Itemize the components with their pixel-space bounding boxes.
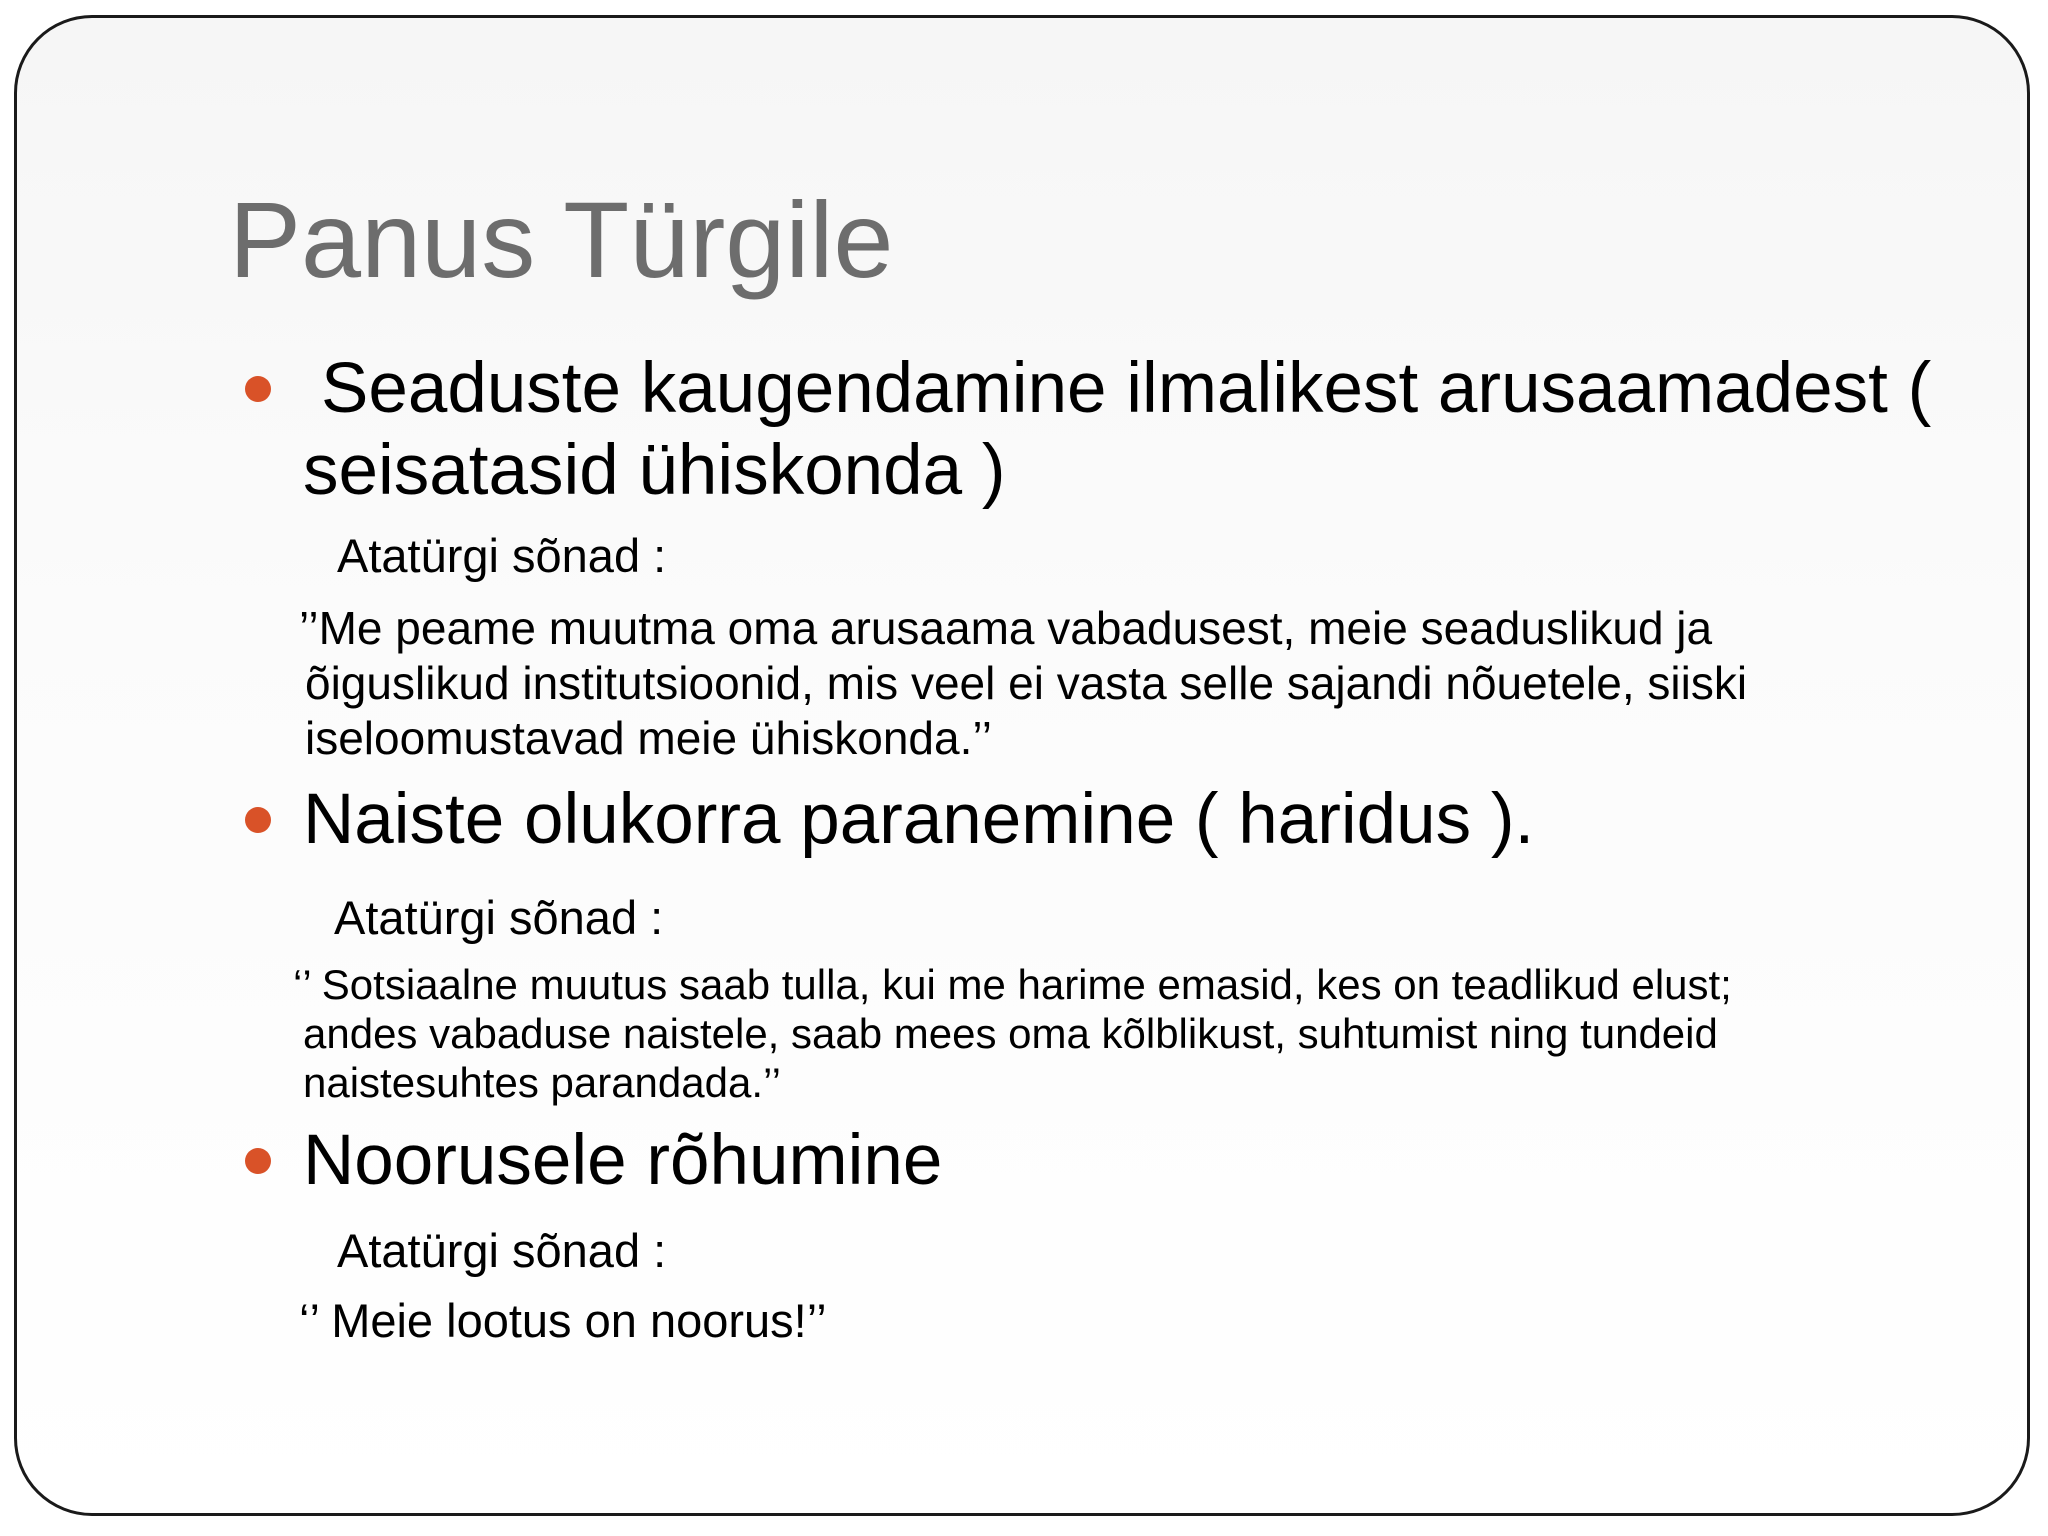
quote-line: õiguslikud institutsioonid, mis veel ei vasta selle sajandi nõuetele, siiski (305, 657, 1748, 709)
quote-line: andes vabaduse naistele, saab mees oma kõlblikust, suhtumist ning tundeid (303, 1010, 1718, 1057)
quote-line: iseloomustavad meie ühiskonda.’’ (305, 712, 992, 764)
bullet-text: Noorusele rõhumine (303, 1121, 943, 1200)
quote-line: naistesuhtes parandada.’’ (303, 1059, 781, 1106)
bullet-item (233, 1120, 1933, 1202)
quote-line: ‘’ Meie lootus on noorus!’’ (299, 1294, 827, 1347)
bullet-dot-icon (245, 807, 271, 833)
slide (14, 15, 2030, 1516)
quote-block (299, 1293, 827, 1349)
bullet-text: Naiste olukorra paranemine ( haridus ). (303, 780, 1535, 859)
slide-title: Panus Türgile (229, 179, 894, 300)
quote-block (299, 601, 1747, 766)
quote-label: Atatürgi sõnad : (334, 891, 664, 944)
quote-block (293, 960, 1732, 1107)
quote-label: Atatürgi sõnad : (337, 529, 667, 582)
bullet-dot-icon (245, 1148, 271, 1174)
bullet-text: Seaduste kaugendamine ilmalikest arusaamadest ( seisatasid ühiskonda ) (303, 349, 1932, 510)
quote-line: ’’Me peame muutma oma arusaama vabadusest, meie seaduslikud ja (299, 602, 1713, 654)
quote-line: ‘’ Sotsiaalne muutus saab tulla, kui me harime emasid, kes on teadlikud elust; (293, 961, 1732, 1008)
quote-label: Atatürgi sõnad : (337, 1224, 667, 1277)
bullet-dot-icon (245, 376, 271, 402)
bullet-item (233, 779, 1933, 861)
bullet-item (233, 348, 1933, 512)
